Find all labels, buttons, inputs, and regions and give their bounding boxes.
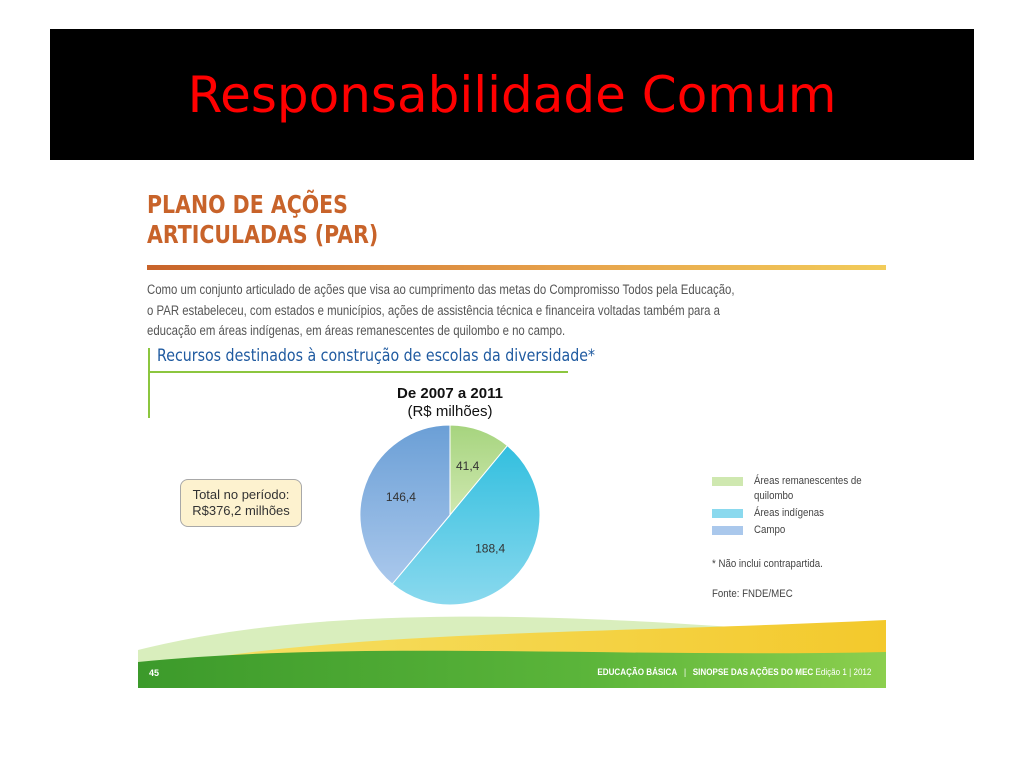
document-heading-line-1: PLANO DE AÇÕES — [147, 190, 348, 219]
pie-chart — [138, 180, 886, 620]
pie-slices — [360, 425, 540, 605]
intro-line-3: educação em áreas indígenas, em áreas remanescentes de quilombo e no campo. — [147, 323, 566, 338]
chart-subtitle-unit: (R$ milhões) — [407, 403, 493, 420]
slide-title: Responsabilidade Comum — [187, 65, 837, 124]
intro-line-2: o PAR estabeleceu, com estados e municípios, ações de assistência técnica e financeira voltadas também para a — [147, 302, 721, 318]
total-box-value: R$376,2 milhões — [192, 503, 290, 518]
legend-label — [754, 523, 785, 538]
legend-label-line: Áreas remanescentes de — [754, 475, 862, 487]
legend-swatch — [712, 526, 743, 535]
legend-label — [754, 506, 824, 521]
intro-line-1: Como um conjunto articulado de ações que visa ao cumprimento das metas do Compromisso Todos pela Educação, — [147, 282, 735, 297]
legend-label — [754, 474, 862, 504]
document-heading-line-2: ARTICULADAS (PAR) — [147, 220, 379, 249]
legend-swatch — [712, 477, 743, 486]
legend-label-line: Campo — [754, 524, 786, 536]
footer-separator: | — [683, 667, 686, 678]
chart-legend — [712, 474, 882, 540]
footer-series: SINOPSE DAS AÇÕES DO MEC — [692, 667, 813, 678]
footer-edition: Edição 1 | 2012 — [815, 667, 871, 678]
chart-footnote: * Não inclui contrapartida. — [712, 558, 823, 570]
legend-item-campo — [712, 523, 882, 538]
chart-source: Fonte: FNDE/MEC — [712, 588, 793, 600]
pie-value-label-areas-remanescentes-de-quilombo: 41,4 — [456, 458, 480, 473]
legend-label-line: quilombo — [754, 490, 794, 502]
chart-title: Recursos destinados à construção de escolas da diversidade* — [157, 346, 596, 365]
footer-section: EDUCAÇÃO BÁSICA — [596, 667, 677, 678]
legend-swatch — [712, 509, 743, 518]
pie-value-label-campo: 146,4 — [385, 490, 416, 505]
chart-subtitle-period: De 2007 a 2011 — [397, 385, 503, 402]
pie-value-label-areas-indigenas: 188,4 — [475, 541, 506, 556]
legend-item-areas-remanescentes-de-quilombo — [712, 474, 882, 504]
footer-text — [597, 667, 871, 678]
document-image — [138, 180, 886, 688]
slide-title-bar — [50, 29, 974, 160]
total-period-box — [180, 479, 302, 527]
legend-item-areas-indigenas — [712, 506, 882, 521]
page-number: 45 — [149, 668, 160, 678]
total-box-label: Total no período: — [192, 487, 290, 502]
legend-label-line: Áreas indígenas — [754, 507, 824, 519]
